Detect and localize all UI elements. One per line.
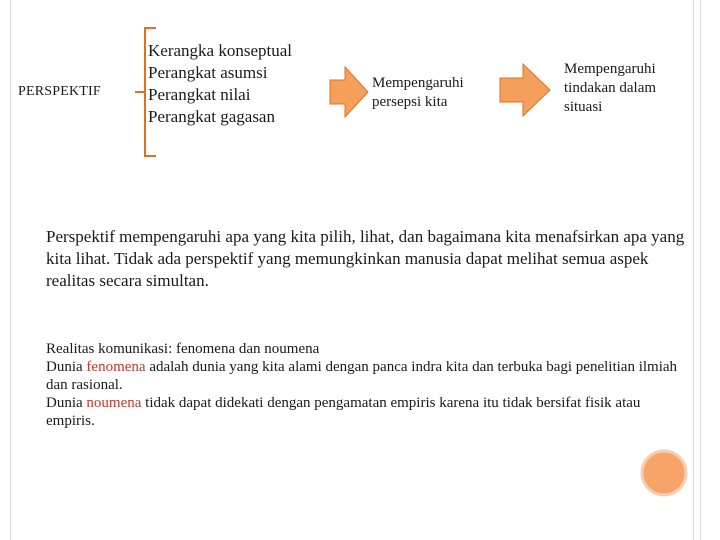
phenomena-sentence xyxy=(46,358,686,394)
phenomena-term: fenomena xyxy=(86,359,146,375)
phenomena-prefix: Dunia xyxy=(46,359,87,375)
effect-action-line: tindakan dalam xyxy=(564,80,657,96)
arrow-2 xyxy=(500,64,550,116)
noumena-prefix: Dunia xyxy=(46,395,87,411)
arrow-1 xyxy=(330,67,368,117)
perspective-paragraph: Perspektif mempengaruhi apa yang kita pilih, lihat, dan bagaimana kita menafsirkan apa yang kita lihat. Tidak ada perspektif yang memungkinkan manusia dapat melihat semua aspek realitas secara simultan. xyxy=(46,227,685,290)
noumena-term: noumena xyxy=(86,395,142,411)
effect-perception-text xyxy=(372,74,464,112)
list-item: Perangkat asumsi xyxy=(148,63,268,82)
list-item: Kerangka konseptual xyxy=(148,41,292,60)
reality-communication-paragraph xyxy=(46,340,686,430)
effect-action-line: situasi xyxy=(564,99,603,115)
decorative-circle xyxy=(642,451,686,495)
effect-perception-line: persepsi kita xyxy=(372,94,448,110)
noumena-rest: tidak dapat didekati dengan pengamatan empiris karena itu tidak bersifat fisik atau empiris. xyxy=(46,395,641,429)
effect-action-line: Mempengaruhi xyxy=(564,61,656,77)
effect-action-text xyxy=(564,60,656,117)
effect-perception-line: Mempengaruhi xyxy=(372,75,464,91)
list-item: Perangkat gagasan xyxy=(148,107,275,126)
perspektif-label: PERSPEKTIF xyxy=(18,84,101,99)
reality-heading: Realitas komunikasi: fenomena dan noumena xyxy=(46,341,320,357)
phenomena-rest: adalah dunia yang kita alami dengan panca indra kita dan terbuka bagi penelitian ilmiah dan rasional. xyxy=(46,359,678,393)
noumena-sentence xyxy=(46,394,686,430)
list-item: Perangkat nilai xyxy=(148,85,251,104)
perspective-components-list xyxy=(148,40,292,128)
